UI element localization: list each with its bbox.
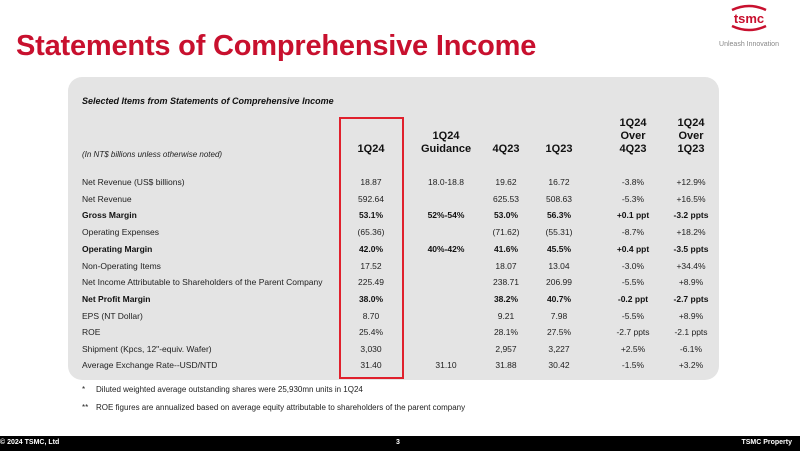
table-cell: -3.8%: [621, 177, 645, 187]
table-cell: 31.40: [360, 360, 382, 370]
table-cell: 31.88: [495, 360, 517, 370]
tsmc-logo-mark: [728, 4, 770, 32]
table-cell: -5.3%: [621, 194, 645, 204]
footer-copyright: © 2024 TSMC, Ltd: [0, 439, 60, 446]
table-cell: 19.62: [495, 177, 517, 187]
table-cell: -3.5 ppts: [673, 244, 709, 254]
table-cell: +8.9%: [678, 277, 704, 287]
table-cell: 18.0-18.8: [428, 177, 464, 187]
footnote-mark: **: [82, 403, 89, 412]
column-header-line: [331, 117, 411, 130]
table-cell: +2.5%: [620, 344, 646, 354]
table-cell: -2.7 ppts: [616, 327, 650, 337]
footnote-text: Diluted weighted average outstanding shares were 25,930mn units in 1Q24: [96, 385, 363, 394]
table-cell: 52%-54%: [427, 210, 465, 220]
column-header-line: 1Q23: [545, 143, 573, 155]
column-header-line: [519, 130, 599, 143]
column-header-line: 1Q23: [677, 143, 705, 155]
table-cell: +3.2%: [678, 360, 704, 370]
column-header-line: 1Q24: [357, 143, 385, 155]
tsmc-logo: [710, 4, 788, 48]
row-label: Gross Margin: [82, 210, 137, 220]
row-label: Net Profit Margin: [82, 294, 151, 304]
table-cell: -5.5%: [621, 311, 645, 321]
table-cell: 3,030: [360, 344, 382, 354]
table-cell: 238.71: [493, 277, 519, 287]
table-cell: 2,957: [495, 344, 517, 354]
footer-page-number: 3: [396, 439, 400, 446]
column-header-line: [331, 130, 411, 143]
column-header-line: Guidance: [420, 143, 472, 155]
table-cell: 42.0%: [358, 244, 384, 254]
table-cell: +34.4%: [676, 261, 706, 271]
table-cell: 38.2%: [493, 294, 519, 304]
footer-property: TSMC Property: [741, 439, 792, 446]
table-cell: 40%-42%: [427, 244, 465, 254]
table-cell: 592.64: [358, 194, 384, 204]
table-cell: -0.2 ppt: [617, 294, 649, 304]
table-cell: (65.36): [357, 227, 385, 237]
table-cell: 25.4%: [358, 327, 384, 337]
table-cell: -3.0%: [621, 261, 645, 271]
table-cell: -3.2 ppts: [673, 210, 709, 220]
table-cell: 27.5%: [546, 327, 572, 337]
table-cell: 8.70: [362, 311, 380, 321]
row-label: Non-Operating Items: [82, 261, 161, 271]
table-cell: 17.52: [360, 261, 382, 271]
table-cell: 41.6%: [493, 244, 519, 254]
column-header-line: Over: [620, 130, 646, 142]
table-cell: +0.1 ppt: [616, 210, 650, 220]
table-cell: 9.21: [497, 311, 515, 321]
row-label: Average Exchange Rate--USD/NTD: [82, 360, 218, 370]
table-cell: 30.42: [548, 360, 570, 370]
table-cell: 40.7%: [546, 294, 572, 304]
footnote-text: ROE figures are annualized based on average equity attributable to shareholders of the parent company: [96, 403, 466, 412]
footer-bar: [0, 436, 800, 451]
table-cell: -2.7 ppts: [673, 294, 709, 304]
table-cell: 508.63: [546, 194, 572, 204]
table-cell: 16.72: [548, 177, 570, 187]
logo-tagline: Unleash Innovation: [719, 41, 779, 48]
table-cell: -2.1 ppts: [674, 327, 708, 337]
table-cell: 28.1%: [493, 327, 519, 337]
footnote: [82, 403, 465, 412]
table-cell: +18.2%: [676, 227, 706, 237]
row-label: Shipment (Kpcs, 12"-equiv. Wafer): [82, 344, 212, 354]
table-cell: 13.04: [548, 261, 570, 271]
table-cell: 53.1%: [358, 210, 384, 220]
column-header-line: Over: [678, 130, 704, 142]
table-cell: 7.98: [550, 311, 568, 321]
table-cell: (71.62): [492, 227, 520, 237]
table-cell: -8.7%: [621, 227, 645, 237]
column-header-line: 4Q23: [492, 143, 520, 155]
logo-brand-text: tsmc: [733, 11, 765, 26]
table-cell: +12.9%: [676, 177, 706, 187]
column-header-line: 1Q24: [432, 130, 460, 142]
column-header: [651, 117, 731, 156]
column-header-line: 1Q24: [677, 117, 705, 129]
row-label: Net Revenue: [82, 194, 132, 204]
column-header: [331, 117, 411, 156]
table-cell: +8.9%: [678, 311, 704, 321]
table-cell: -5.5%: [621, 277, 645, 287]
row-label: Operating Expenses: [82, 227, 160, 237]
column-header-line: [519, 117, 599, 130]
table-cell: 625.53: [493, 194, 519, 204]
row-label: Net Revenue (US$ billions): [82, 177, 185, 187]
table-cell: -1.5%: [621, 360, 645, 370]
row-label: Operating Margin: [82, 244, 153, 254]
footnote: [82, 385, 363, 394]
table-cell: 3,227: [548, 344, 570, 354]
table-cell: 56.3%: [546, 210, 572, 220]
row-label: Net Income Attributable to Shareholders of the Parent Company: [82, 277, 323, 287]
table-cell: 31.10: [435, 360, 457, 370]
table-cell: 53.0%: [493, 210, 519, 220]
column-header-line: 1Q24: [619, 117, 647, 129]
column-header-line: 4Q23: [619, 143, 647, 155]
column-header: [519, 117, 599, 156]
table-cell: +0.4 ppt: [616, 244, 650, 254]
row-label: ROE: [82, 327, 101, 337]
table-cell: -6.1%: [679, 344, 703, 354]
table-heading: Selected Items from Statements of Comprehensive Income: [82, 96, 334, 106]
table-cell: (55.31): [545, 227, 573, 237]
table-cell: 206.99: [546, 277, 572, 287]
table-cell: 18.87: [360, 177, 382, 187]
table-cell: 18.07: [495, 261, 517, 271]
table-cell: 225.49: [358, 277, 384, 287]
table-cell: 45.5%: [546, 244, 572, 254]
table-cell: 38.0%: [358, 294, 384, 304]
row-label: EPS (NT Dollar): [82, 311, 143, 321]
footnote-mark: *: [82, 385, 86, 394]
page-title: Statements of Comprehensive Income: [16, 30, 537, 62]
table-cell: +16.5%: [676, 194, 706, 204]
unit-note: (In NT$ billions unless otherwise noted): [82, 150, 223, 159]
